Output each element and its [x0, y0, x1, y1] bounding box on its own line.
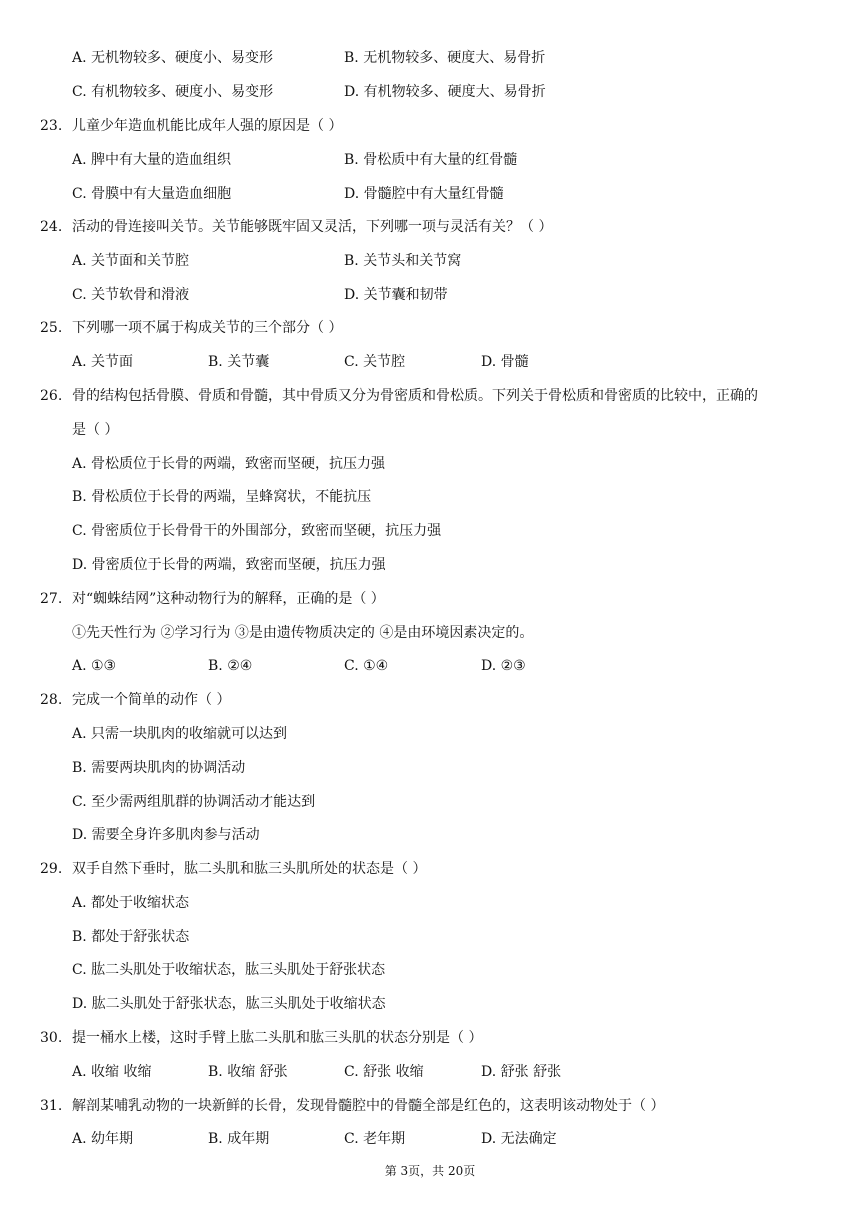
option-c: C. 肱二头肌处于收缩状态，肱三头肌处于舒张状态	[72, 962, 386, 978]
question-stem: 提一桶水上楼，这时手臂上肱二头肌和肱三头肌的状态分别是（ ）	[72, 1030, 483, 1046]
question-number: 29.	[40, 861, 63, 877]
option-b: B. 需要两块肌肉的协调活动	[72, 760, 246, 776]
option-c: C. 有机物较多、硬度小、易变形	[72, 84, 274, 100]
option-c: C. ①④	[344, 658, 389, 674]
option-a: A. ①③	[72, 658, 117, 674]
question-number: 25.	[40, 320, 63, 336]
option-c: C. 关节软骨和滑液	[72, 287, 190, 303]
option-d: D. 关节囊和韧带	[344, 287, 448, 303]
option-a: A. 都处于收缩状态	[72, 895, 190, 911]
question-stem: 下列哪一项不属于构成关节的三个部分（ ）	[72, 320, 343, 336]
question-stem: 双手自然下垂时，肱二头肌和肱三头肌所处的状态是（ ）	[72, 861, 427, 877]
question-number: 31.	[40, 1098, 63, 1114]
option-a: A. 幼年期	[72, 1131, 134, 1147]
option-d: D. 需要全身许多肌肉参与活动	[72, 827, 260, 843]
option-d: D. 骨髓腔中有大量红骨髓	[344, 186, 504, 202]
option-c: C. 骨膜中有大量造血细胞	[72, 186, 232, 202]
question-number: 28.	[40, 692, 63, 708]
question-statements: ①先天性行为 ②学习行为 ③是由遗传物质决定的 ④是由环境因素决定的。	[72, 625, 534, 641]
option-d: D. 舒张 舒张	[481, 1064, 562, 1080]
question-number: 26.	[40, 388, 63, 404]
option-a: A. 关节面	[72, 354, 134, 370]
option-b: B. 成年期	[208, 1131, 270, 1147]
option-b: B. 无机物较多、硬度大、易骨折	[344, 50, 546, 66]
question-stem: 活动的骨连接叫关节。关节能够既牢固又灵活，下列哪一项与灵活有关？（ ）	[72, 219, 553, 235]
question-number: 24.	[40, 219, 63, 235]
question-stem: 解剖某哺乳动物的一块新鲜的长骨，发现骨髓腔中的骨髓全部是红色的，这表明该动物处于（ ）	[72, 1098, 665, 1114]
option-b: B. 收缩 舒张	[208, 1064, 288, 1080]
option-d: D. ②③	[481, 658, 526, 674]
option-b: B. 骨松质中有大量的红骨髓	[344, 152, 518, 168]
option-a: A. 脾中有大量的造血组织	[72, 152, 232, 168]
option-b: B. 关节囊	[208, 354, 270, 370]
option-d: D. 肱二头肌处于舒张状态，肱三头肌处于收缩状态	[72, 996, 386, 1012]
option-d: D. 骨密质位于长骨的两端，致密而坚硬，抗压力强	[72, 557, 386, 573]
question-number: 23.	[40, 118, 63, 134]
option-d: D. 无法确定	[481, 1131, 557, 1147]
option-c: C. 骨密质位于长骨骨干的外围部分，致密而坚硬，抗压力强	[72, 523, 442, 539]
question-number: 27.	[40, 591, 63, 607]
option-a: A. 无机物较多、硬度小、易变形	[72, 50, 274, 66]
question-number: 30.	[40, 1030, 63, 1046]
question-stem: 骨的结构包括骨膜、骨质和骨髓，其中骨质又分为骨密质和骨松质。下列关于骨松质和骨密质的比较中，正确的	[72, 388, 758, 404]
option-b: B. ②④	[208, 658, 253, 674]
question-stem: 完成一个简单的动作（ ）	[72, 692, 231, 708]
question-stem: 儿童少年造血机能比成年人强的原因是（ ）	[72, 118, 343, 134]
option-a: A. 只需一块肌肉的收缩就可以达到	[72, 726, 288, 742]
option-c: C. 至少需两组肌群的协调活动才能达到	[72, 794, 316, 810]
option-a: A. 骨松质位于长骨的两端，致密而坚硬，抗压力强	[72, 456, 386, 472]
option-a: A. 收缩 收缩	[72, 1064, 152, 1080]
option-a: A. 关节面和关节腔	[72, 253, 190, 269]
option-b: B. 骨松质位于长骨的两端，呈蜂窝状，不能抗压	[72, 489, 372, 505]
option-c: C. 老年期	[344, 1131, 406, 1147]
page-footer: 第 3页，共 20页	[384, 1164, 476, 1178]
option-d: D. 有机物较多、硬度大、易骨折	[344, 84, 546, 100]
question-stem: 对“蜘蛛结网”这种动物行为的解释，正确的是（ ）	[72, 591, 385, 607]
question-stem-continued: 是（ ）	[72, 422, 119, 438]
option-c: C. 舒张 收缩	[344, 1064, 424, 1080]
option-c: C. 关节腔	[344, 354, 406, 370]
option-d: D. 骨髓	[481, 354, 529, 370]
option-b: B. 关节头和关节窝	[344, 253, 462, 269]
option-b: B. 都处于舒张状态	[72, 929, 190, 945]
